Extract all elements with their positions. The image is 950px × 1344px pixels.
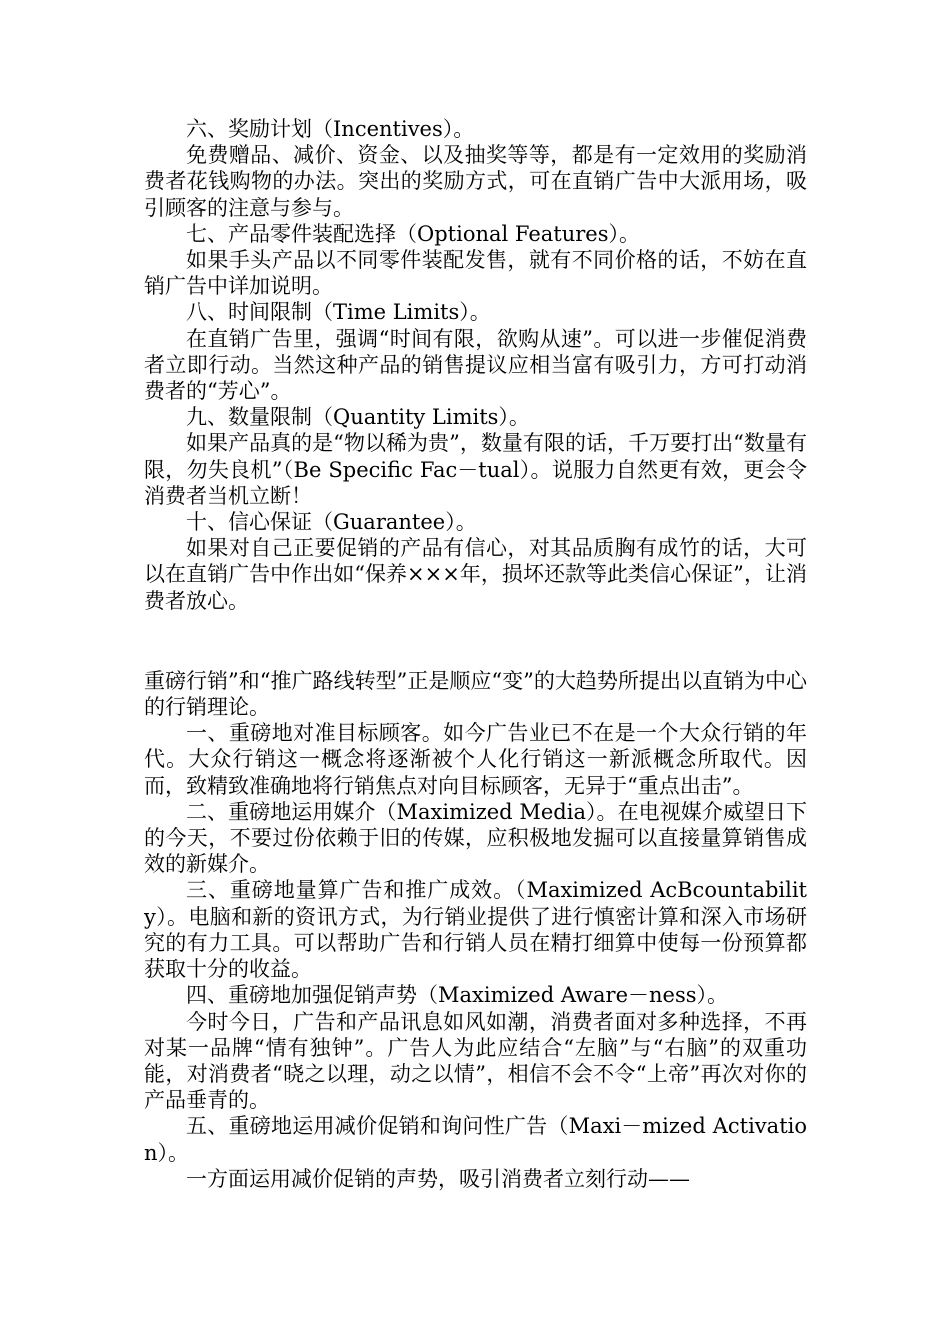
paragraph-maximized-accountability: 三、重磅地量算广告和推广成效。（Maximized AcBcountability）。电脑和新的资讯方式，为行销业提供了进行慎密计算和深入市场研究的有力工具。可以帮助广告和行销人员在精打细算中使每一份预算都获取十分的收益。 <box>144 878 807 982</box>
heading-guarantee: 十、信心保证（Guarantee）。 <box>186 510 477 535</box>
paragraph-awareness: 今时今日，广告和产品讯息如风如潮，消费者面对多种选择，不再对某一品牌“情有独钟”。广告人为此应结合“左脑”与“右脑”的双重功能，对消费者“晓之以理，动之以情”，相信不会不令“上帝”再次对你的产品垂青的。 <box>144 1009 807 1113</box>
heading-maximized-activation: 五、重磅地运用减价促销和询问性广告（Maxi－mized Activation）。 <box>144 1114 807 1165</box>
heading-time-limits: 八、时间限制（Time Limits）。 <box>186 300 491 325</box>
paragraph-maximized-media: 二、重磅地运用媒介（Maximized Media）。在电视媒介威望日下的今天，不要过份依赖于旧的传媒，应积极地发掘可以直接量算销售成效的新媒介。 <box>144 799 807 877</box>
heading-incentives: 六、奖励计划（Incentives）。 <box>186 117 475 141</box>
paragraph-incentives: 免费赠品、减价、资金、以及抽奖等等，都是有一定效用的奖励消费者花钱购物的办法。突出的奖励方式，可在直销广告中大派用场，吸引顾客的注意与参与。 <box>144 143 807 220</box>
section-gap <box>144 614 807 668</box>
document-page <box>144 116 807 1192</box>
paragraph-optional-features: 如果手头产品以不同零件装配发售，就有不同价格的话，不妨在直销广告中详加说明。 <box>144 248 807 299</box>
paragraph-quantity-limits: 如果产品真的是“物以稀为贵”，数量有限的话，千万要打出“数量有限，勿失良机”（Be Specific Fac－tual）。说服力自然更有效，更会令消费者当机立断！ <box>144 431 807 508</box>
heading-quantity-limits: 九、数量限制（Quantity Limits）。 <box>186 405 530 430</box>
heading-optional-features: 七、产品零件装配选择（Optional Features）。 <box>186 221 640 246</box>
paragraph-activation: 一方面运用减价促销的声势，吸引消费者立刻行动—— <box>186 1166 690 1191</box>
heading-maximized-awareness: 四、重磅地加强促销声势（Maximized Aware－ness）。 <box>186 983 729 1008</box>
paragraph-guarantee: 如果对自己正要促销的产品有信心，对其品质胸有成竹的话，大可以在直销广告中作出如“保养×××年，损坏还款等此类信心保证”，让消费者放心。 <box>144 536 807 613</box>
paragraph-lead: 重磅行销”和“推广路线转型”正是顺应“变”的大趋势所提出以直销为中心的行销理论。 <box>144 668 807 720</box>
paragraph-target-customers: 一、重磅地对准目标顾客。如今广告业已不在是一个大众行销的年代。大众行销这一概念将逐渐被个人化行销这一新派概念所取代。因而，致精致准确地将行销焦点对向目标顾客，无异于“重点出击”。 <box>144 721 807 798</box>
paragraph-time-limits: 在直销广告里，强调“时间有限，欲购从速”。可以进一步催促消费者立即行动。当然这种产品的销售提议应相当富有吸引力，方可打动消费者的“芳心”。 <box>144 326 807 404</box>
